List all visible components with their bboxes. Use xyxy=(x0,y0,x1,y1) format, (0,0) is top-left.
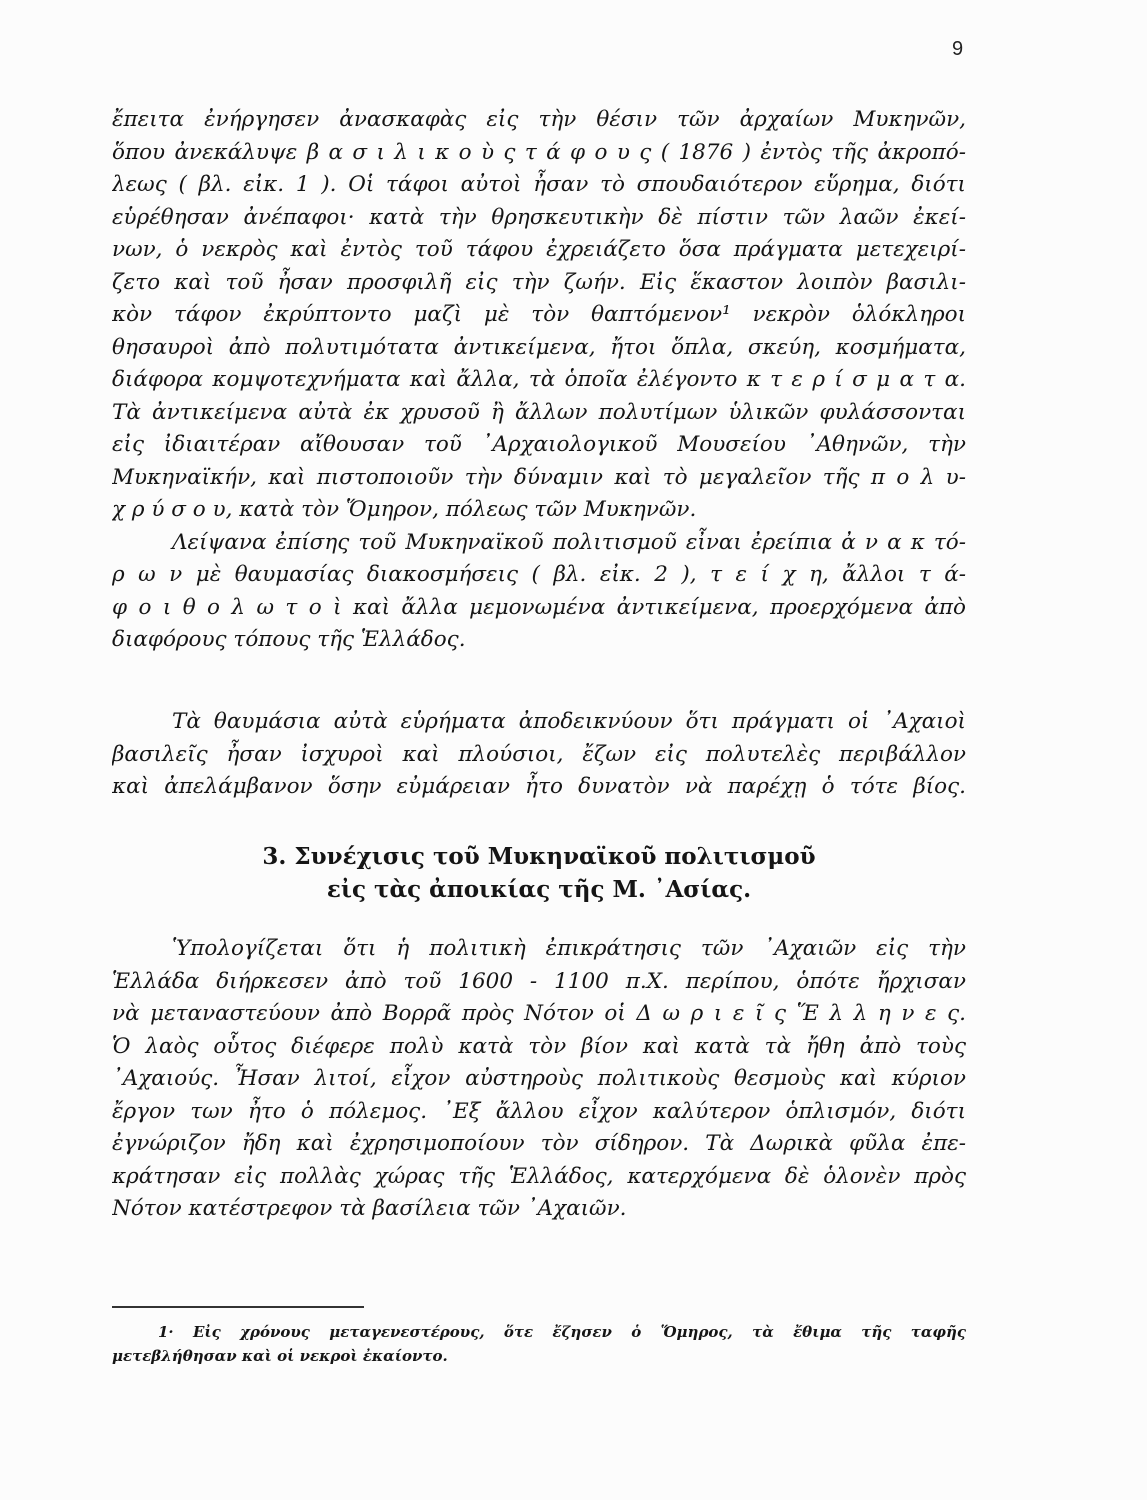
section-heading xyxy=(112,840,966,906)
text-line: εὑρέθησαν ἀνέπαφοι· κατὰ τὴν θρησκευτικὴν δὲ πίστιν τῶν λαῶν ἐκεί- xyxy=(112,204,966,230)
text-line: ζετο καὶ τοῦ ἦσαν προσφιλῆ εἰς τὴν ζωήν. Εἰς ἕκαστον λοιπὸν βασιλι- xyxy=(112,269,966,295)
text-line: καὶ ἀπελάμβανον ὅσην εὐμάρειαν ἦτο δυνατὸν νὰ παρέχῃ ὁ τότε βίος. xyxy=(112,774,966,799)
text-line: Τὰ θαυμάσια αὐτὰ εὑρήματα ἀποδεικνύουν ὅτι πράγματι οἱ ᾿Αχαιοὶ xyxy=(172,709,966,734)
footnote-divider xyxy=(112,1306,364,1308)
text-line: διαφόρους τόπους τῆς Ἑλλάδος. xyxy=(112,627,466,652)
text-line: ἔργον των ἦτο ὁ πόλεμος. ᾿Εξ ἄλλου εἶχον καλύτερον ὁπλισμόν, διότι xyxy=(112,1098,966,1124)
text-line: ᾿Αχαιούς. Ἦσαν λιτοί, εἶχον αὐστηροὺς πολιτικοὺς θεσμοὺς καὶ κύριον xyxy=(112,1066,966,1091)
text-line: Ὑπολογίζεται ὅτι ἡ πολιτικὴ ἐπικράτησις τῶν ᾿Αχαιῶν εἰς τὴν xyxy=(172,936,966,961)
footnote xyxy=(112,1320,966,1368)
text-line: χ ρ ύ σ ο υ, κατὰ τὸν Ὅμηρον, πόλεως τῶν Μυκηνῶν. xyxy=(112,497,697,522)
text-line: ὅπου ἀνεκάλυψε β α σ ι λ ι κ ο ὺ ς τ ά φ ο υ ς ( 1876 ) ἐντὸς τῆς ἀκροπό- xyxy=(112,139,966,165)
text-line: νων, ὁ νεκρὸς καὶ ἐντὸς τοῦ τάφου ἐχρειάζετο ὅσα πράγματα μετεχειρί- xyxy=(112,237,966,262)
text-line: κράτησαν εἰς πολλὰς χώρας τῆς Ἑλλάδος, κατερχόμενα δὲ ὁλονὲν πρὸς xyxy=(112,1163,966,1189)
text-line: Ἑλλάδα διήρκεσεν ἀπὸ τοῦ 1600 - 1100 π.Χ. περίπου, ὁπότε ἤρχισαν xyxy=(112,968,966,994)
text-line: ρ ω ν μὲ θαυμασίας διακοσμήσεις ( βλ. εἰκ. 2 ), τ ε ί χ η, ἄλλοι τ ά- xyxy=(112,562,966,587)
footnote-line: 1· Εἰς χρόνους μεταγενεστέρους, ὅτε ἔζησεν ὁ Ὅμηρος, τὰ ἔθιμα τῆς ταφῆς xyxy=(158,1323,966,1341)
text-line: Λείψανα ἐπίσης τοῦ Μυκηναϊκοῦ πολιτισμοῦ εἶναι ἐρείπια ἀ ν α κ τό- xyxy=(172,529,966,555)
text-line: διάφορα κομψοτεχνήματα καὶ ἄλλα, τὰ ὁποῖα ἐλέγοντο κ τ ε ρ ί σ μ α τ α. xyxy=(112,367,966,392)
text-line: λεως ( βλ. εἰκ. 1 ). Οἱ τάφοι αὐτοὶ ἦσαν τὸ σπουδαιότερον εὕρημα, διότι xyxy=(112,172,966,197)
section-heading-line-2: εἰς τὰς ἀποικίας τῆς Μ. ᾿Ασίας. xyxy=(326,876,752,903)
text-line: Μυκηναϊκήν, καὶ πιστοποιοῦν τὴν δύναμιν καὶ τὸ μεγαλεῖον τῆς π ο λ υ- xyxy=(112,464,966,490)
text-line: Ὁ λαὸς οὗτος διέφερε πολὺ κατὰ τὸν βίον καὶ κατὰ τὰ ἤθη ἀπὸ τοὺς xyxy=(112,1033,966,1059)
text-line: Τὰ ἀντικείμενα αὐτὰ ἐκ χρυσοῦ ἢ ἄλλων πολυτίμων ὑλικῶν φυλάσσονται xyxy=(112,399,966,425)
text-line: θησαυροὶ ἀπὸ πολυτιμότατα ἀντικείμενα, ἤτοι ὅπλα, σκεύη, κοσμήματα, xyxy=(112,334,966,360)
conclusion-paragraph xyxy=(112,706,966,804)
dorian-paragraph xyxy=(112,933,966,1226)
text-line: ἐγνώριζον ἤδη καὶ ἐχρησιμοποίουν τὸν σίδηρον. Τὰ Δωρικὰ φῦλα ἐπε- xyxy=(112,1131,966,1156)
text-line: βασιλεῖς ἦσαν ἰσχυροὶ καὶ πλούσιοι, ἔζων εἰς πολυτελὲς περιβάλλον xyxy=(112,741,966,767)
text-line: Νότον κατέστρεφον τὰ βασίλεια τῶν ᾿Αχαιῶν. xyxy=(112,1196,627,1221)
text-line: νὰ μεταναστεύουν ἀπὸ Βορρᾶ πρὸς Νότον οἱ Δ ω ρ ι ε ῖ ς Ἕ λ λ η ν ε ς. xyxy=(112,1001,966,1026)
text-line: εἰς ἰδιαιτέραν αἴθουσαν τοῦ ᾿Αρχαιολογικοῦ Μουσείου ᾿Αθηνῶν, τὴν xyxy=(112,432,966,457)
text-line: κὸν τάφον ἐκρύπτοντο μαζὶ μὲ τὸν θαπτόμενον¹ νεκρὸν ὁλόκληροι xyxy=(112,302,966,327)
page-number: 9 xyxy=(952,38,964,60)
text-line: φ ο ι θ ο λ ω τ ο ὶ καὶ ἄλλα μεμονωμένα ἀντικείμενα, προερχόμενα ἀπὸ xyxy=(112,594,966,620)
intro-paragraph xyxy=(112,104,966,657)
section-heading-line-1: 3. Συνέχισις τοῦ Μυκηναϊκοῦ πολιτισμοῦ xyxy=(262,843,816,870)
footnote-line: μετεβλήθησαν καὶ οἱ νεκροὶ ἐκαίοντο. xyxy=(112,1347,448,1365)
text-line: ἔπειτα ἐνήργησεν ἀνασκαφὰς εἰς τὴν θέσιν τῶν ἀρχαίων Μυκηνῶν, xyxy=(112,107,966,132)
